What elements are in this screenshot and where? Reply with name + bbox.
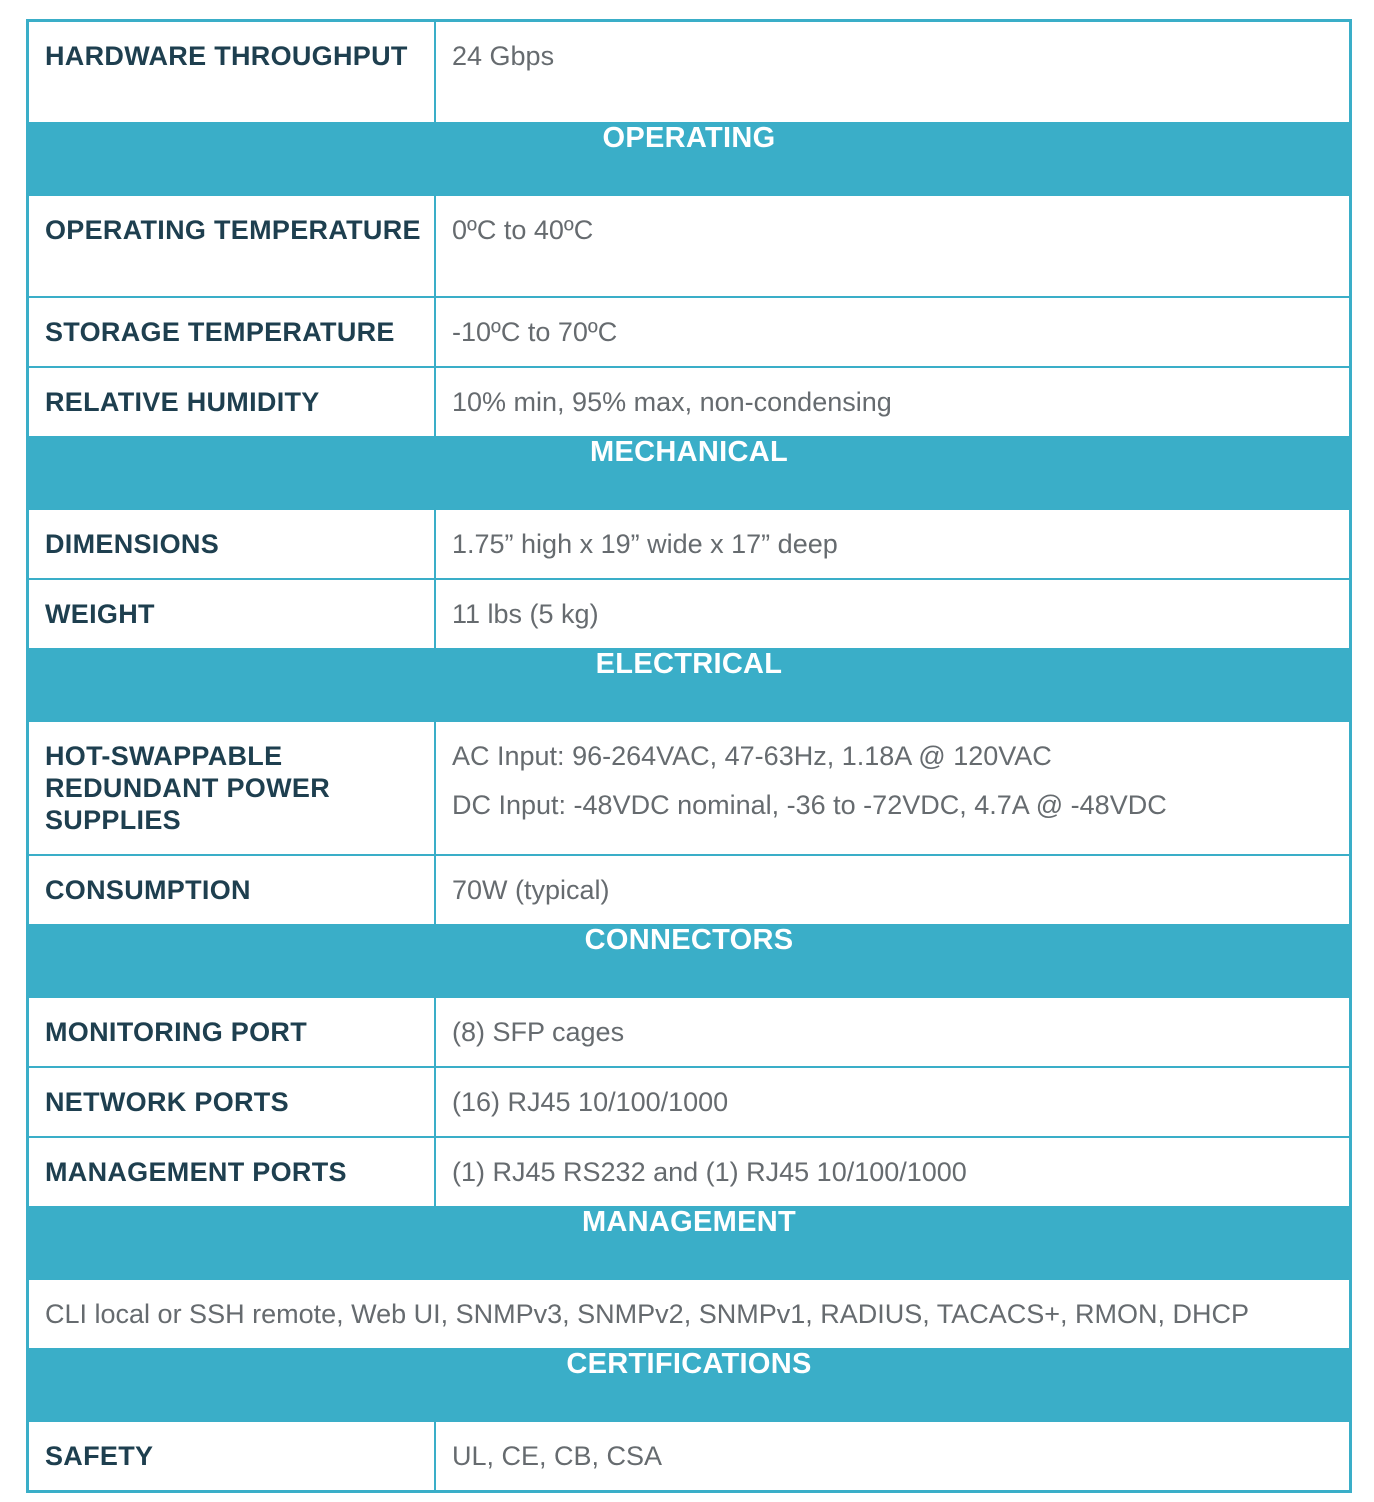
row-value: 24 Gbps [452, 41, 555, 71]
row-value: 1.75” high x 19” wide x 17” deep [435, 509, 1351, 579]
section-header [28, 122, 1351, 195]
section-title: CERTIFICATIONS [28, 1348, 1351, 1421]
table-row [28, 855, 1351, 924]
table-row [28, 1137, 1351, 1206]
row-value: -10ºC to 70ºC [435, 297, 1351, 367]
table-row [28, 579, 1351, 648]
row-value: 0ºC to 40ºC [435, 195, 1351, 297]
table-row [28, 1279, 1351, 1348]
row-label: MONITORING PORT [28, 997, 436, 1067]
section-title: OPERATING [28, 122, 1351, 195]
row-label: SAFETY [28, 1421, 436, 1492]
section-header [28, 1206, 1351, 1279]
row-label: MANAGEMENT PORTS [28, 1137, 436, 1206]
row-label: CONSUMPTION [28, 855, 436, 924]
row-value: UL, CE, CB, CSA [435, 1421, 1351, 1492]
table-row [28, 21, 1351, 123]
row-value: (16) RJ45 10/100/1000 [435, 1067, 1351, 1137]
row-label: NETWORK PORTS [28, 1067, 436, 1137]
row-label: STORAGE TEMPERATURE [28, 297, 436, 367]
row-value: (8) SFP cages [435, 997, 1351, 1067]
section-title: MECHANICAL [28, 436, 1351, 509]
section-header [28, 436, 1351, 509]
spec-table [26, 19, 1352, 1493]
table-row [28, 195, 1351, 297]
section-title: ELECTRICAL [28, 648, 1351, 721]
table-row [28, 1421, 1351, 1492]
row-value: 11 lbs (5 kg) [435, 579, 1351, 648]
row-label: OPERATING TEMPERATURE [28, 195, 436, 297]
section-title: CONNECTORS [28, 924, 1351, 997]
table-row [28, 1067, 1351, 1137]
row-value: (1) RJ45 RS232 and (1) RJ45 10/100/1000 [435, 1137, 1351, 1206]
row-value [435, 721, 1351, 855]
management-protocols: CLI local or SSH remote, Web UI, SNMPv3, SNMPv2, SNMPv1, RADIUS, TACACS+, RMON, DHCP [28, 1279, 1351, 1348]
section-header [28, 648, 1351, 721]
ac-input-text: AC Input: 96-264VAC, 47-63Hz, 1.18A @ 120VAC [452, 741, 1052, 771]
row-label: HOT-SWAPPABLE REDUNDANT POWER SUPPLIES [28, 721, 436, 855]
row-label: RELATIVE HUMIDITY [28, 367, 436, 436]
section-title: MANAGEMENT [28, 1206, 1351, 1279]
row-label: HARDWARE THROUGHPUT [28, 21, 436, 123]
section-header [28, 1348, 1351, 1421]
table-row [28, 297, 1351, 367]
row-label: WEIGHT [28, 579, 436, 648]
row-value: 70W (typical) [435, 855, 1351, 924]
table-row [28, 509, 1351, 579]
table-row [28, 721, 1351, 855]
dc-input-text: DC Input: -48VDC nominal, -36 to -72VDC, 4.7A @ -48VDC [452, 790, 1167, 820]
row-label: DIMENSIONS [28, 509, 436, 579]
section-header [28, 924, 1351, 997]
row-value: 10% min, 95% max, non-condensing [435, 367, 1351, 436]
table-row [28, 997, 1351, 1067]
table-row [28, 367, 1351, 436]
